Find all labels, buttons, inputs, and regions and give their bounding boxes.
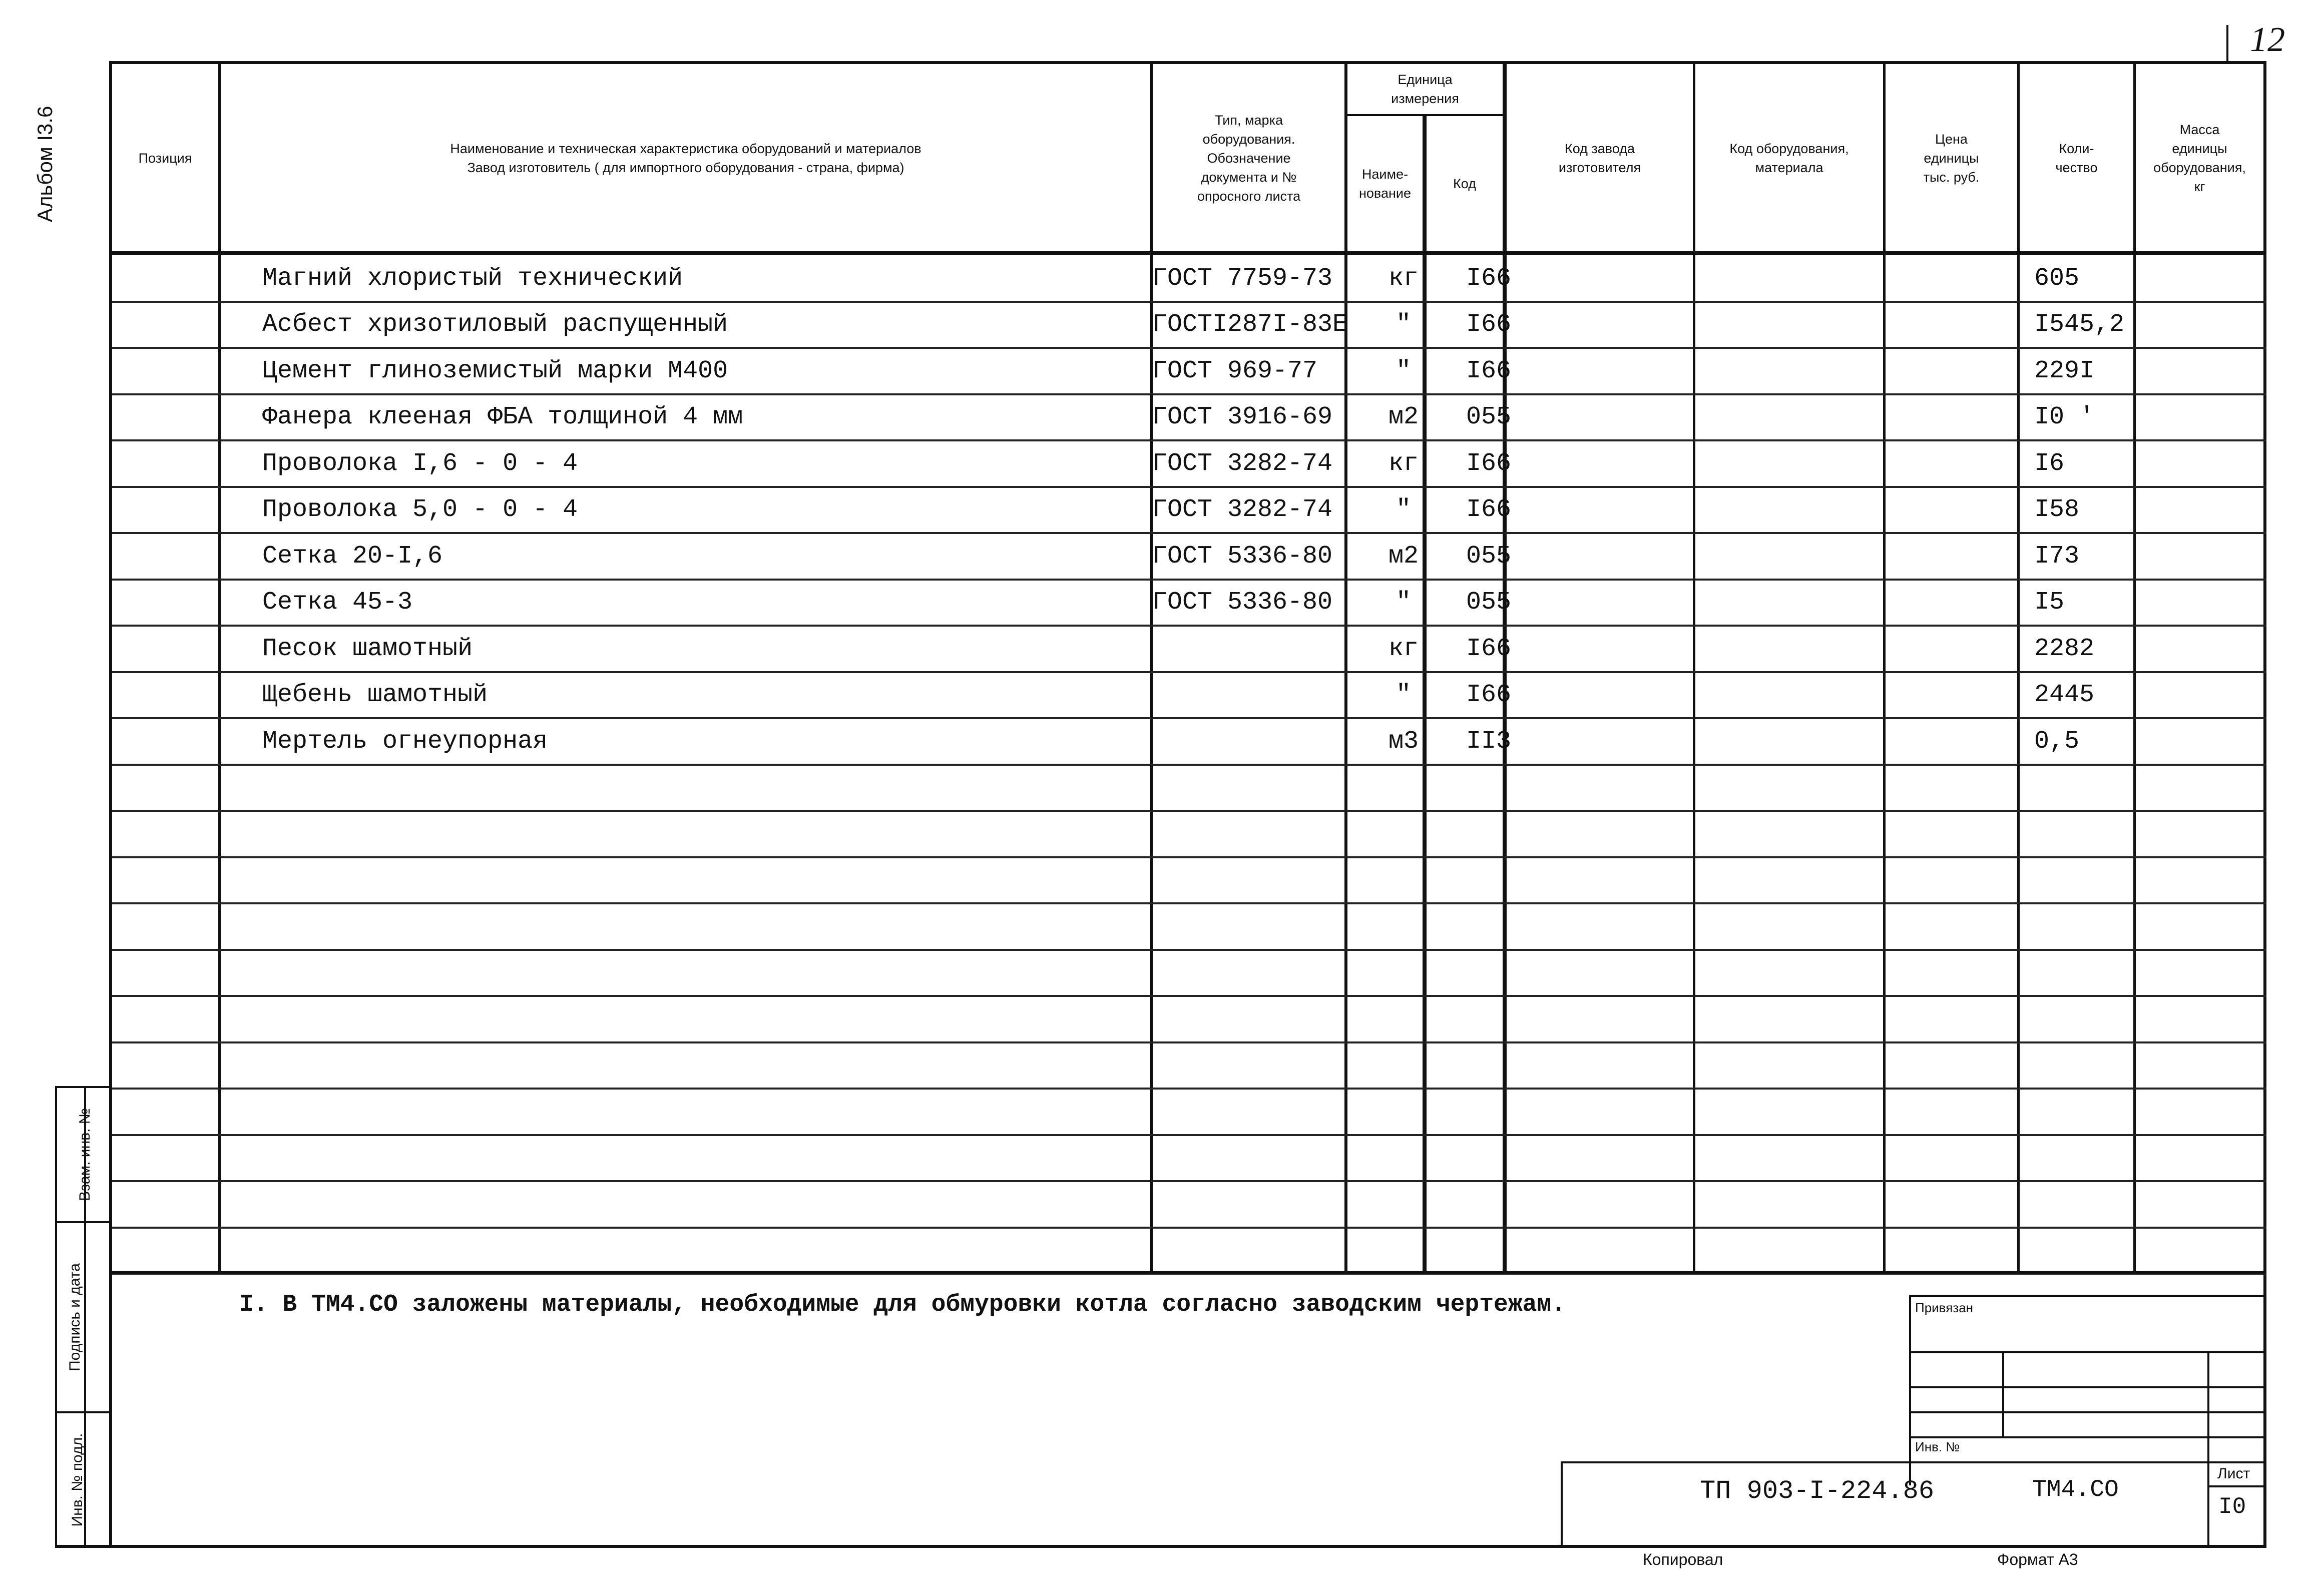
tb-sheet-line <box>2207 1485 2266 1487</box>
cell-doc: ГОСТ 969-77 <box>1152 356 1318 385</box>
cell-unit: " <box>1396 495 1411 524</box>
table-row <box>112 672 2263 718</box>
footer-copied: Копировал <box>1643 1550 1723 1568</box>
tb-mark: ТМ4.СО <box>2032 1476 2119 1503</box>
row-line <box>112 810 2266 812</box>
table-row <box>112 487 2263 533</box>
stamp-signature-date: Подпись и дата <box>67 1263 83 1371</box>
cell-code: II3 <box>1466 727 1511 756</box>
row-line <box>112 1134 2266 1136</box>
cell-qty: I6 <box>2034 449 2065 478</box>
table-row <box>112 626 2263 672</box>
cell-code: I66 <box>1466 264 1511 293</box>
cell-doc: ГОСТ 7759-73 <box>1152 264 1333 293</box>
cell-unit: кг <box>1388 264 1419 293</box>
tb-sheet-label: Лист <box>2217 1465 2250 1482</box>
tb-doc-code: ТП 903-I-224.86 <box>1700 1476 1935 1506</box>
tb-sheet-no: I0 <box>2218 1494 2246 1520</box>
header-equipment-code: Код оборудования, материала <box>1729 141 1849 175</box>
cell-unit: " <box>1396 681 1411 709</box>
stamp-inv-podl: Инв. № подл. <box>69 1433 86 1527</box>
cell-name: Мертель огнеупорная <box>262 727 548 756</box>
header-price: Цена единицы тыс. руб. <box>1923 131 1980 185</box>
cell-name: Проволока 5,0 - 0 - 4 <box>262 495 578 524</box>
table-bottom-line <box>112 1271 2266 1274</box>
cell-name: Сетка 45-3 <box>262 588 413 617</box>
row-line <box>112 949 2266 951</box>
footer-format: Формат А3 <box>1997 1550 2078 1568</box>
table-row <box>112 580 2263 626</box>
header-bottom-line <box>109 251 2266 255</box>
cell-name: Песок шамотный <box>262 634 473 663</box>
table-row <box>112 255 2263 301</box>
cell-name: Магний хлористый технический <box>262 264 683 293</box>
page-number-mark <box>2226 25 2228 63</box>
table-row <box>112 718 2263 764</box>
tb-main-left <box>1561 1461 1563 1546</box>
cell-doc: ГОСТ 5336-80 <box>1152 588 1333 617</box>
cell-qty: 605 <box>2034 264 2080 293</box>
tb-line-2 <box>1909 1386 2266 1388</box>
header-unit-group: Единица измерения <box>1391 72 1459 106</box>
cell-unit: м2 <box>1388 403 1419 431</box>
stamp-top-line <box>55 1086 111 1088</box>
header-quantity: Коли- чество <box>2055 141 2098 175</box>
cell-qty: I5 <box>2034 588 2065 617</box>
cell-unit: " <box>1396 588 1411 617</box>
header-mass: Масса единицы оборудования, кг <box>2153 122 2246 194</box>
row-line <box>112 1180 2266 1182</box>
cell-code: I66 <box>1466 449 1511 478</box>
cell-code: I66 <box>1466 681 1511 709</box>
row-line <box>112 1088 2266 1090</box>
tb-left-line <box>1909 1295 1911 1485</box>
row-line <box>112 856 2266 858</box>
page-number: 12 <box>2250 21 2285 59</box>
cell-code: I66 <box>1466 310 1511 339</box>
tb-line-1 <box>1909 1351 2266 1353</box>
tb-main-top <box>1561 1461 2266 1463</box>
table-row <box>112 533 2263 579</box>
frame-bottom-line <box>55 1545 2266 1548</box>
cell-code: 055 <box>1466 588 1511 617</box>
row-line <box>112 995 2266 997</box>
cell-unit: м2 <box>1388 542 1419 571</box>
tb-line-4 <box>1909 1436 2266 1438</box>
cell-code: 055 <box>1466 542 1511 571</box>
cell-qty: I545,2 <box>2034 310 2125 339</box>
cell-doc: ГОСТ 3282-74 <box>1152 449 1333 478</box>
cell-qty: I73 <box>2034 542 2080 571</box>
tb-inv-label: Инв. № <box>1915 1439 1960 1454</box>
cell-doc: ГОСТI287I-83Е <box>1152 310 1348 339</box>
row-line <box>112 1227 2266 1229</box>
cell-name: Щебень шамотный <box>262 681 488 709</box>
header-factory-code: Код завода изготовителя <box>1558 141 1641 175</box>
table-row <box>112 394 2263 440</box>
table-row <box>112 348 2263 394</box>
cell-qty: I58 <box>2034 495 2080 524</box>
cell-unit: кг <box>1388 634 1419 663</box>
header-unit-code: Код <box>1453 176 1476 191</box>
note-text: I. В ТМ4.СО заложены материалы, необходимые для обмуровки котла согласно заводским чертежам. <box>239 1291 1566 1318</box>
row-line <box>112 902 2266 904</box>
cell-qty: 2282 <box>2034 634 2095 663</box>
header-unit-name: Наиме- нование <box>1359 167 1411 201</box>
cell-name: Асбест хризотиловый распущенный <box>262 310 728 339</box>
cell-unit: " <box>1396 356 1411 385</box>
tb-top-line <box>1909 1295 2266 1297</box>
cell-name: Фанера клееная ФБА толщиной 4 мм <box>262 403 743 431</box>
tb-sheet-left <box>2207 1461 2209 1546</box>
cell-qty: 229I <box>2034 356 2095 385</box>
cell-qty: I0 ' <box>2034 403 2095 431</box>
cell-doc: ГОСТ 5336-80 <box>1152 542 1333 571</box>
tb-attached-label: Привязан <box>1915 1300 1974 1315</box>
tb-v-2 <box>2207 1351 2209 1466</box>
cell-unit: кг <box>1388 449 1419 478</box>
cell-code: I66 <box>1466 634 1511 663</box>
cell-qty: 2445 <box>2034 681 2095 709</box>
cell-unit: м3 <box>1388 727 1419 756</box>
stamp-left-line <box>55 1086 57 1546</box>
cell-name: Сетка 20-I,6 <box>262 542 443 571</box>
cell-qty: 0,5 <box>2034 727 2080 756</box>
row-line <box>112 1041 2266 1043</box>
table-row <box>112 440 2263 486</box>
cell-code: I66 <box>1466 356 1511 385</box>
header-type: Тип, марка оборудования. Обозначение документа и № опросного листа <box>1197 112 1301 204</box>
tb-line-3 <box>1909 1411 2266 1413</box>
cell-name: Проволока I,6 - 0 - 4 <box>262 449 578 478</box>
header-position: Позиция <box>138 150 192 166</box>
album-label: Альбом I3.6 <box>33 106 57 222</box>
cell-doc: ГОСТ 3916-69 <box>1152 403 1333 431</box>
tb-v-1 <box>2002 1351 2004 1436</box>
cell-code: 055 <box>1466 403 1511 431</box>
cell-doc: ГОСТ 3282-74 <box>1152 495 1333 524</box>
cell-code: I66 <box>1466 495 1511 524</box>
header-name: Наименование и техническая характеристика оборудований и материалов Завод изготовитель ( для импортного оборудования - страна, фирма) <box>450 141 921 175</box>
cell-name: Цемент глиноземистый марки М400 <box>262 356 728 385</box>
cell-unit: " <box>1396 310 1411 339</box>
stamp-sep-1 <box>55 1221 111 1223</box>
table-row <box>112 302 2263 348</box>
stamp-vzam-inv: Взам. инв. № <box>77 1108 93 1201</box>
